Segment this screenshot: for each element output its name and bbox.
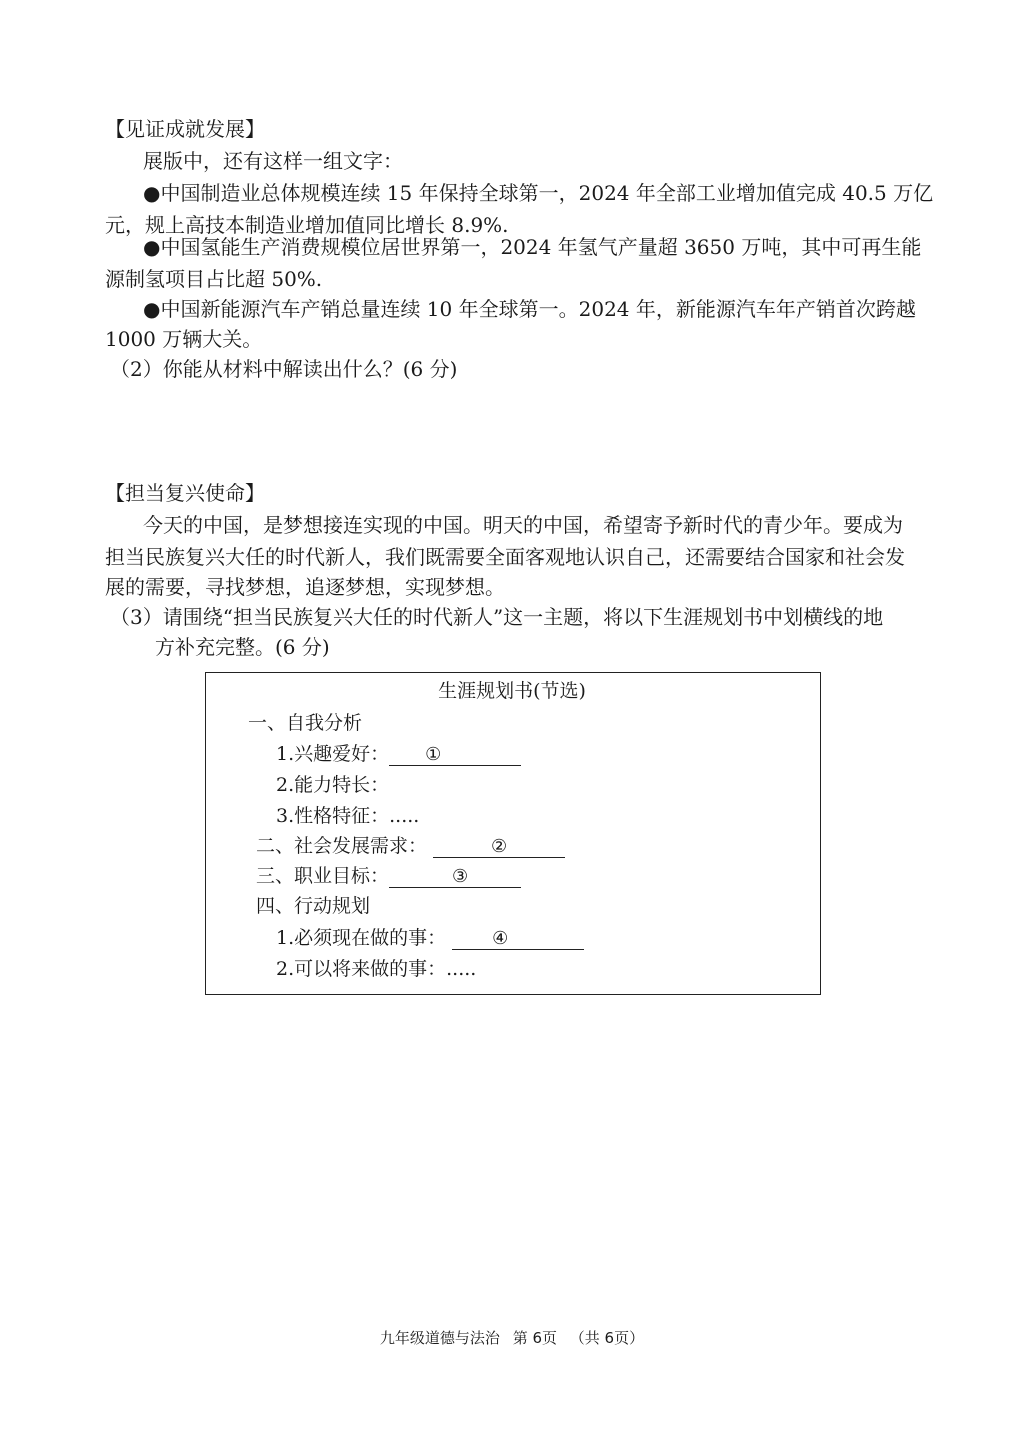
blank-2-marker: ②	[490, 836, 508, 857]
blank-2[interactable]	[433, 835, 565, 858]
footer-subject: 九年级道德与法治	[379, 1329, 500, 1347]
mission-paragraph-line1: 今天的中国，是梦想接连实现的中国。明天的中国，希望寄予新时代的青少年。要成为	[143, 513, 903, 537]
plan-interest-label: 1.兴趣爱好：	[276, 743, 390, 765]
bullet-nev-line1: ●中国新能源汽车产销总量连续 10 年全球第一。2024 年，新能源汽车年产销首次跨越	[143, 297, 916, 321]
plan-now-label: 1.必须现在做的事：	[276, 927, 447, 949]
footer-total-pages: （共 6页）	[569, 1329, 645, 1347]
blank-4-marker: ④	[492, 928, 509, 949]
career-plan-box	[205, 672, 821, 995]
section-intro: 展版中，还有这样一组文字：	[143, 149, 403, 173]
bullet-manufacturing-line2: 元，规上高技本制造业增加值同比增长 8.9%.	[105, 213, 509, 237]
plan-now-row	[276, 924, 584, 952]
blank-1-marker: ①	[425, 744, 442, 765]
plan-society-label: 二、社会发展需求：	[256, 835, 428, 857]
plan-ability-label: 2.能力特长：	[276, 774, 390, 796]
question-2: （2）你能从材料中解读出什么？(6 分)	[110, 357, 458, 381]
question-3-line1: （3）请围绕“担当民族复兴大任的时代新人”这一主题，将以下生涯规划书中划横线的地	[110, 605, 884, 629]
plan-future-label: 2.可以将来做的事：.....	[276, 958, 477, 980]
bullet-hydrogen-line1: ●中国氢能生产消费规模位居世界第一，2024 年氢气产量超 3650 万吨，其中可再生能	[143, 235, 922, 259]
section-heading-achievement: 【见证成就发展】	[105, 117, 265, 141]
footer-page-number: 第 6页	[512, 1329, 557, 1347]
page-footer	[0, 1328, 1024, 1348]
plan-career-label: 三、职业目标：	[256, 865, 390, 887]
plan-character-label: 3.性格特征：.....	[276, 805, 420, 827]
plan-society-row	[256, 832, 565, 860]
mission-paragraph-line2: 担当民族复兴大任的时代新人，我们既需要全面客观地认识自己，还需要结合国家和社会发	[105, 545, 905, 569]
section-heading-mission: 【担当复兴使命】	[105, 481, 265, 505]
plan-action-label: 四、行动规划	[256, 895, 371, 917]
blank-1[interactable]	[389, 743, 521, 766]
plan-interest-row	[276, 740, 521, 768]
plan-self-analysis: 一、自我分析	[248, 712, 363, 734]
bullet-hydrogen-line2: 源制氢项目占比超 50%.	[105, 267, 323, 291]
question-3-line2: 方补充完整。(6 分)	[155, 635, 330, 659]
blank-3-marker: ③	[451, 866, 469, 887]
plan-career-row	[256, 862, 521, 890]
blank-4[interactable]	[452, 927, 584, 950]
bullet-nev-line2: 1000 万辆大关。	[105, 327, 263, 351]
plan-title: 生涯规划书(节选)	[438, 680, 586, 702]
blank-3[interactable]	[389, 865, 521, 888]
bullet-manufacturing-line1: ●中国制造业总体规模连续 15 年保持全球第一，2024 年全部工业增加值完成 40.5 万亿	[143, 181, 934, 205]
mission-paragraph-line3: 展的需要，寻找梦想，追逐梦想，实现梦想。	[105, 575, 505, 599]
